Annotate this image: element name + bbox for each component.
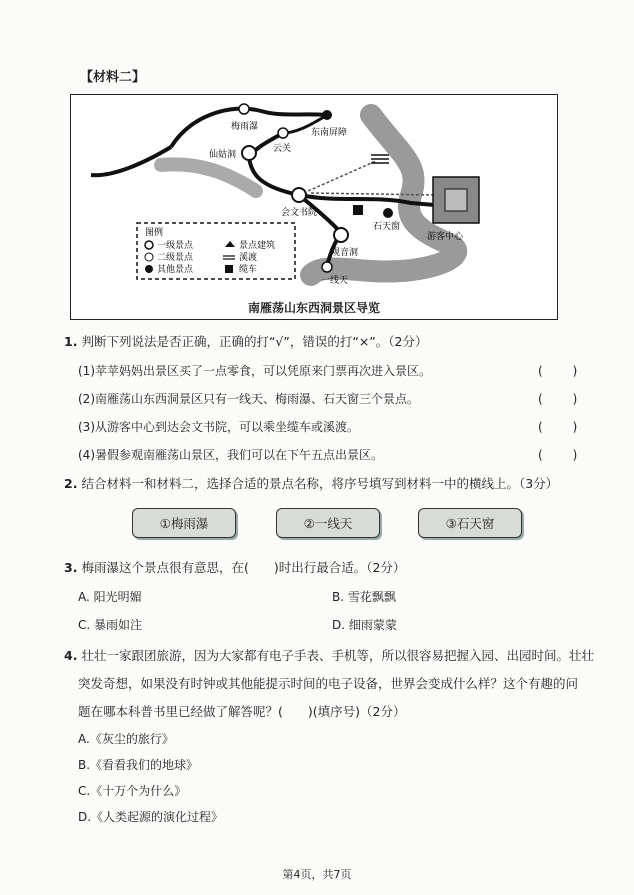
q1-item-3: (3)从游客中心到达会文书院，可以乘坐缆车或溪渡。 (78, 420, 360, 434)
label-guanyindong: 观音洞 (331, 248, 359, 258)
option-card-1[interactable]: ①梅雨瀑 (132, 508, 236, 538)
q1-answer-1[interactable]: ( ) (538, 364, 580, 378)
q3-option-a[interactable]: A. 阳光明媚 (78, 590, 142, 604)
legend-item-2: 其他景点 (157, 265, 194, 275)
visitor-center-roof (445, 189, 467, 211)
label-yixiantian: 一线天 (321, 276, 349, 286)
cableway-line (299, 161, 376, 195)
q3-option-d[interactable]: D. 细雨蒙蒙 (332, 618, 397, 632)
legend-level2-icon (145, 253, 153, 261)
q2-stem (64, 474, 624, 494)
label-xiangudong: 仙姑洞 (209, 150, 237, 160)
legend-item-1: 二级景点 (157, 253, 194, 263)
q1-stem (64, 332, 624, 352)
label-shitianchuang: 石天窗 (373, 222, 401, 232)
legend-cablecar-icon (225, 265, 233, 273)
scenic-map (70, 94, 558, 320)
q1-number: 1. (64, 334, 78, 349)
label-meiyupu: 梅雨瀑 (231, 122, 259, 132)
q3-option-b[interactable]: B. 雪花飘飘 (332, 590, 396, 604)
q4-stem-line-1 (64, 646, 624, 666)
legend-other-icon (145, 265, 153, 273)
legend-item-4: 溪渡 (239, 253, 258, 263)
option-card-3[interactable]: ③石天窗 (418, 508, 522, 538)
map-title: 南雁荡山东西洞景区导览 (247, 301, 380, 315)
material-label: 【材料二】 (80, 70, 146, 85)
q4-option-c[interactable]: C.《十万个为什么》 (78, 784, 187, 798)
legend-item-5: 缆车 (239, 265, 258, 275)
marker-yixiantian (322, 262, 332, 272)
page-footer: 第4页，共7页 (282, 868, 352, 881)
q2-text: 结合材料一和材料二，选择合适的景点名称，将序号填写到材料一中的横线上。（3分） (81, 476, 559, 491)
q3-text: 梅雨瀑这个景点很有意思，在( )时出行最合适。（2分） (81, 560, 406, 575)
marker-shitianchuang (383, 208, 393, 218)
q1-item-4: (4)暑假参观南雁荡山景区，我们可以在下午五点出景区。 (78, 448, 384, 462)
q4-text-line-1: 壮壮一家跟团旅游，因为大家都有电子手表、手机等，所以很容易把握入园、出园时间。壮壮 (81, 648, 594, 663)
q4-text-line-2: 突发奇想，如果没有时钟或其他能提示时间的电子设备，世界会变成什么样？这个有趣的问 (78, 676, 579, 691)
marker-dongnan (322, 110, 332, 120)
q1-answer-4[interactable]: ( ) (538, 448, 580, 462)
stream-shape (161, 164, 256, 191)
q1-item-2: (2)南雁荡山东西洞景区只有一线天、梅雨瀑、石天窗三个景点。 (78, 392, 420, 406)
map-drawing (71, 95, 557, 319)
marker-huiwen (292, 188, 306, 202)
label-yunguan: 云关 (273, 144, 292, 154)
q3-number: 3. (64, 560, 78, 575)
label-huiwen: 会文书院 (281, 208, 318, 218)
q2-number: 2. (64, 476, 78, 491)
q3-option-c[interactable]: C. 暴雨如注 (78, 618, 143, 632)
q4-text-line-3: 题在哪本科普书里已经做了解答呢？( )(填序号)（2分） (78, 704, 406, 719)
q1-text: 判断下列说法是否正确，正确的打“√”，错误的打“×”。（2分） (81, 334, 428, 349)
marker-yunguan (278, 128, 288, 138)
legend-item-3: 景点建筑 (239, 241, 276, 251)
q4-option-a[interactable]: A.《灰尘的旅行》 (78, 732, 174, 746)
legend-item-0: 一级景点 (157, 241, 194, 251)
legend-title: 图例 (145, 228, 164, 238)
cablecar-icon (353, 205, 363, 215)
marker-xiangudong (242, 146, 256, 160)
q3-stem (64, 558, 624, 578)
marker-meiyupu (239, 104, 249, 114)
marker-guanyindong (334, 228, 348, 242)
q4-number: 4. (64, 648, 78, 663)
q1-item-1: (1)苹苹妈妈出景区买了一点零食，可以凭原来门票再次进入景区。 (78, 364, 432, 378)
q1-answer-2[interactable]: ( ) (538, 392, 580, 406)
q4-option-b[interactable]: B.《看看我们的地球》 (78, 758, 199, 772)
label-dongnan: 东南屏障 (311, 128, 348, 138)
label-youke: 游客中心 (427, 232, 464, 242)
option-card-2[interactable]: ②一线天 (276, 508, 380, 538)
legend-level1-icon (145, 241, 153, 249)
q4-option-d[interactable]: D.《人类起源的演化过程》 (78, 810, 224, 824)
q1-answer-3[interactable]: ( ) (538, 420, 580, 434)
